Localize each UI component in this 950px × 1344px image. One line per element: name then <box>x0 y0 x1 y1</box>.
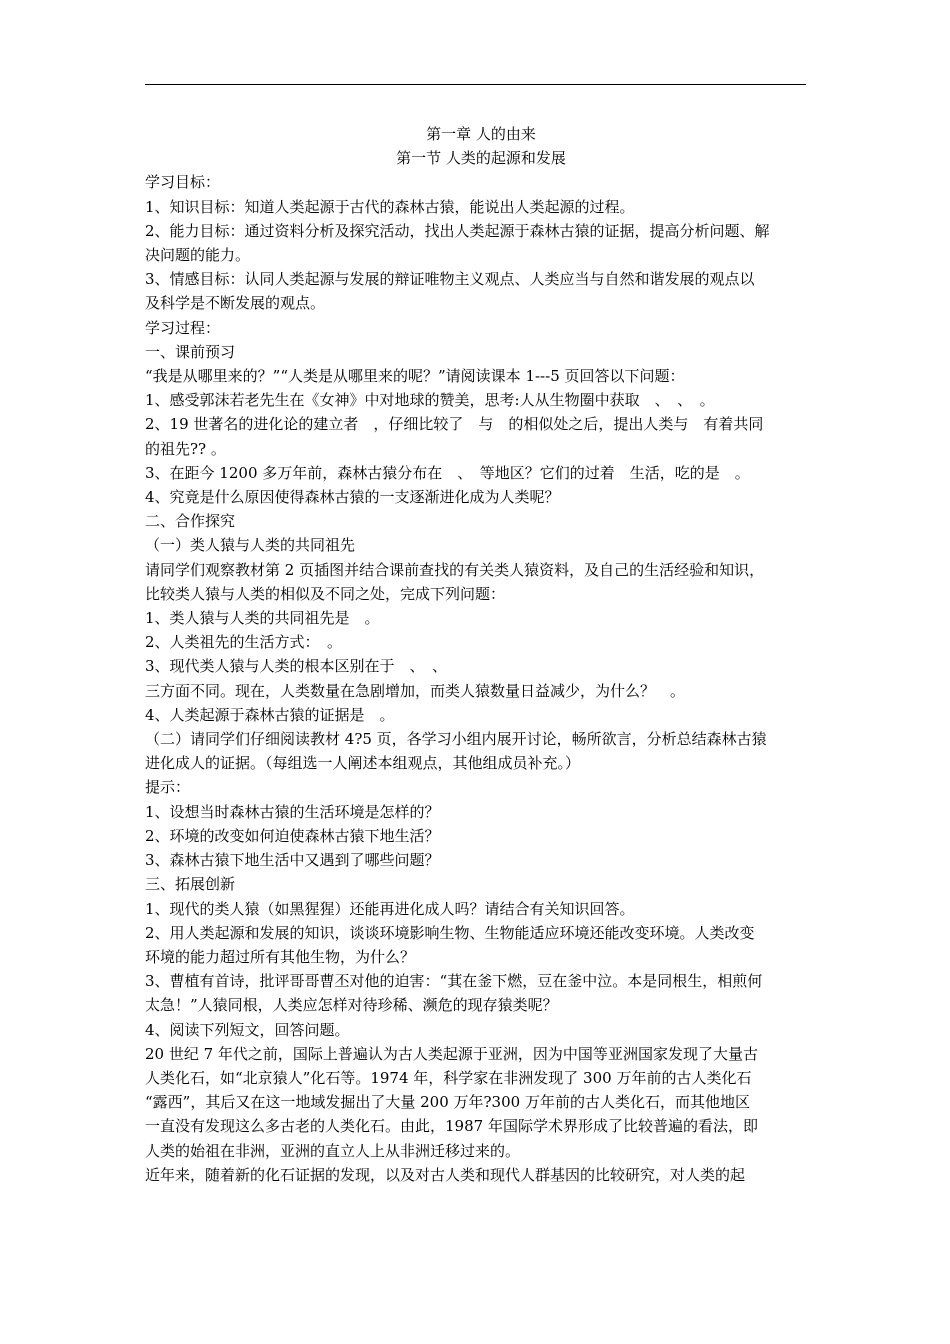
text-line: “我是从哪里来的？”“人类是从哪里来的呢？”请阅读课本 1---5 页回答以下问题： <box>145 367 685 386</box>
chapter-title: 第一章 人的由来 <box>426 125 536 143</box>
document-body <box>145 122 817 1187</box>
text-line: 三方面不同。现在，人类数量在急剧增加，而类人猿数量日益减少，为什么？ 。 <box>145 681 686 700</box>
text-line: 1、知识目标：知道人类起源于古代的森林古猿，能说出人类起源的过程。 <box>145 197 635 216</box>
text-line: 人类化石，如“北京猿人”化石等。1974 年，科学家在非洲发现了 300 万年前的古人类化石 <box>145 1068 752 1087</box>
text-line: 请同学们观察教材第 2 页插图并结合课前查找的有关类人猿资料，及自己的生活经验和知识， <box>145 560 765 579</box>
section-title: 第一节 人类的起源和发展 <box>396 149 566 168</box>
text-line: 4、人类起源于森林古猿的证据是 。 <box>145 705 395 724</box>
text-line: 学习目标： <box>145 173 221 192</box>
text-line: 决问题的能力。 <box>145 246 251 265</box>
text-line: 2、能力目标：通过资料分析及探究活动，找出人类起源于森林古猿的证据，提高分析问题、解 <box>145 221 770 240</box>
text-line: 的祖先?? 。 <box>145 439 226 458</box>
header-rule <box>145 84 806 85</box>
text-line: 提示： <box>145 778 191 797</box>
text-line: 2、环境的改变如何迫使森林古猿下地生活？ <box>145 826 440 845</box>
text-line: 人类的始祖在非洲，亚洲的直立人上从非洲迁移过来的。 <box>145 1141 521 1160</box>
text-line: 20 世纪 7 年代之前，国际上普遍认为古人类起源于亚洲，因为中国等亚洲国家发现了大量古 <box>145 1044 758 1063</box>
text-line: “露西”，其后又在这一地域发掘出了大量 200 万年?300 万年前的古人类化石，而其他地区 <box>145 1093 750 1112</box>
text-line: 近年来，随着新的化石证据的发现，以及对古人类和现代人群基因的比较研究，对人类的起 <box>145 1165 746 1184</box>
text-line: 进化成人的证据。（每组选一人阐述本组观点，其他组成员补充。） <box>145 754 581 773</box>
text-line: 2、人类祖先的生活方式： 。 <box>145 633 343 652</box>
text-line: 及科学是不断发展的观点。 <box>145 294 326 313</box>
text-line: 3、曹植有首诗，批评哥哥曹丕对他的迫害：“萁在釜下燃，豆在釜中泣。本是同根生，相煎何 <box>145 972 763 991</box>
text-line: （一）类人猿与人类的共同祖先 <box>145 536 356 555</box>
text-line: 2、19 世著名的进化论的建立者 ，仔细比较了 与 的相似处之后，提出人类与 有着共同 <box>145 415 764 434</box>
text-line: 三、拓展创新 <box>145 875 236 894</box>
text-line: 2、用人类起源和发展的知识，谈谈环境影响生物、生物能适应环境还能改变环境。人类改变 <box>145 923 755 942</box>
text-line: 1、现代的类人猿（如黑猩猩）还能再进化成人吗？请结合有关知识回答。 <box>145 899 635 918</box>
text-line: 一直没有发现这么多古老的人类化石。由此，1987 年国际学术界形成了比较普遍的看法，即 <box>145 1117 758 1136</box>
text-line: 3、森林古猿下地生活中又遇到了哪些问题？ <box>145 851 440 870</box>
text-line: 4、究竟是什么原因使得森林古猿的一支逐渐进化成为人类呢？ <box>145 488 560 507</box>
text-line: 环境的能力超过所有其他生物，为什么？ <box>145 947 416 966</box>
text-line: 3、在距今 1200 多万年前，森林古猿分布在 、 等地区？它们的过着 生活，吃的是 。 <box>145 463 750 482</box>
text-line: 比较类人猿与人类的相似及不同之处，完成下列问题： <box>145 584 506 603</box>
text-line: 4、阅读下列短文，回答问题。 <box>145 1020 350 1039</box>
text-line: 1、类人猿与人类的共同祖先是 。 <box>145 609 380 628</box>
text-line: 3、情感目标：认同人类起源与发展的辩证唯物主义观点、人类应当与自然和谐发展的观点以 <box>145 270 755 289</box>
text-line: 一、课前预习 <box>145 342 236 361</box>
text-line: 二、合作探究 <box>145 512 236 531</box>
text-line: 3、现代类人猿与人类的根本区别在于 、 、 <box>145 657 448 676</box>
text-line: 太急！”人猿同根，人类应怎样对待珍稀、濒危的现存猿类呢？ <box>145 996 558 1015</box>
text-line: 1、感受郭沫若老先生在《女神》中对地球的赞美，思考:人从生物圈中获取 、 、 。 <box>145 391 715 410</box>
text-line: （二）请同学们仔细阅读教材 4?5 页，各学习小组内展开讨论，畅所欲言，分析总结森林古猿 <box>145 730 767 749</box>
text-line: 1、设想当时森林古猿的生活环境是怎样的？ <box>145 802 440 821</box>
text-line: 学习过程： <box>145 318 221 337</box>
